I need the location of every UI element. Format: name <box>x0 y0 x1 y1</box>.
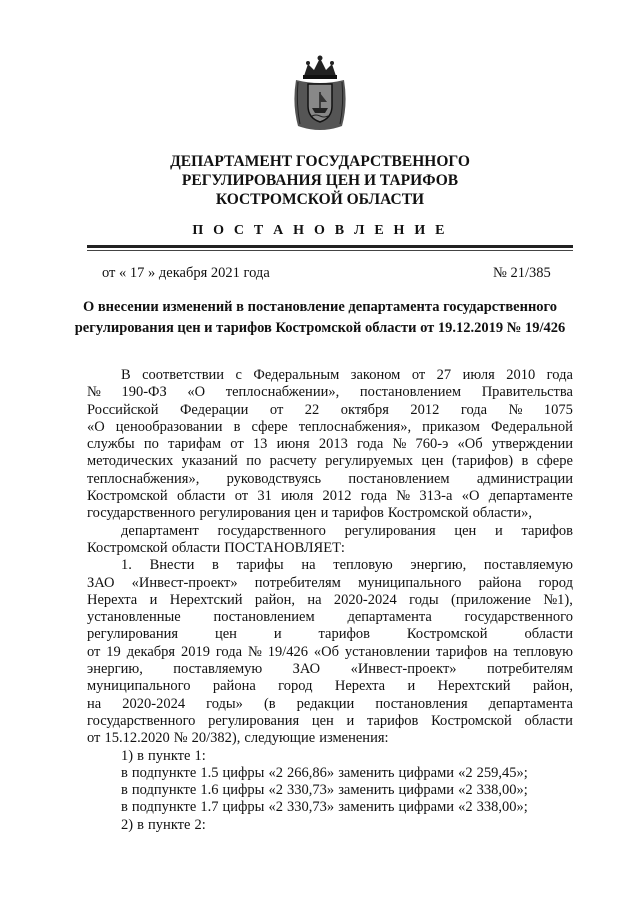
body-line <box>87 626 573 643</box>
body-word: приказом <box>422 418 480 435</box>
body-word: цифрами <box>398 782 455 799</box>
body-word: № <box>87 384 101 401</box>
body-word: в <box>121 799 128 816</box>
body-word: ЗАО <box>87 574 115 591</box>
body-word: № <box>396 488 411 505</box>
body-line <box>87 730 573 747</box>
body-word: 1075 <box>543 401 573 418</box>
body-word: года <box>360 488 388 505</box>
body-word: области», <box>472 505 532 522</box>
body-word: 2019 <box>180 643 210 660</box>
body-word: Нерехта <box>87 591 138 608</box>
body-word: установленные <box>87 609 181 626</box>
body-word: руководствуясь <box>226 470 322 487</box>
body-word: департамент <box>121 522 199 539</box>
body-word: тарифов <box>366 712 419 729</box>
body-word: 1: <box>194 747 206 764</box>
body-word: цен <box>214 626 237 643</box>
body-line <box>87 453 573 470</box>
body-word: цен <box>454 522 477 539</box>
body-line <box>87 436 573 453</box>
body-word: 338,00»; <box>476 799 528 816</box>
body-word: 13 <box>252 436 268 453</box>
body-word: тарифов <box>332 505 384 522</box>
body-word: цен <box>421 453 444 470</box>
body-word: государственного <box>464 609 573 626</box>
body-word: район, <box>254 591 295 608</box>
body-word: тарифам <box>168 436 222 453</box>
body-word: 2: <box>194 816 206 833</box>
body-word: июня <box>276 436 310 453</box>
body-word: регулирования <box>199 505 291 522</box>
body-line <box>87 696 573 713</box>
document-type-title: П О С Т А Н О В Л Е Н И Е <box>192 223 448 238</box>
body-word: «Об <box>313 643 339 660</box>
body-word: Костромской <box>387 505 469 522</box>
body-line <box>87 765 573 782</box>
body-line <box>87 678 573 695</box>
body-word: государственного <box>87 712 196 729</box>
body-word: установлении <box>344 643 431 660</box>
body-word: «О <box>87 418 105 435</box>
body-word: Федерации <box>179 401 249 418</box>
body-line <box>87 367 573 384</box>
body-word: муниципального <box>357 574 462 591</box>
body-word: 2010 <box>506 367 536 383</box>
body-word: теплоснабжения», <box>298 418 412 435</box>
body-word: постановлением <box>359 384 462 401</box>
coat-of-arms-icon <box>288 54 352 134</box>
body-word: «2 <box>458 799 473 816</box>
body-line <box>87 713 573 730</box>
body-word: ЗАО <box>292 661 321 678</box>
body-word: государственного <box>217 522 326 539</box>
body-word: области <box>171 539 221 556</box>
body-word: по <box>246 453 262 470</box>
body-word: государственного <box>87 505 196 522</box>
body-word: постановления <box>375 695 468 712</box>
body-line <box>87 505 573 522</box>
body-word: 190-ФЗ <box>121 384 167 401</box>
body-word: цифры <box>222 799 265 816</box>
body-word: 1.7 <box>200 799 219 816</box>
document-body <box>87 367 573 834</box>
body-line <box>87 523 573 540</box>
department-line: ДЕПАРТАМЕНТ ГОСУДАРСТВЕННОГО <box>170 153 470 170</box>
body-line <box>87 471 573 488</box>
body-word: 2012 <box>410 401 440 418</box>
body-word: теплоснабжения», <box>87 470 200 487</box>
body-line <box>87 540 573 557</box>
body-word: «Об <box>457 436 483 453</box>
body-word: на <box>307 591 322 608</box>
body-word: на <box>301 557 316 574</box>
body-word: 1. <box>121 557 132 574</box>
body-word: тарифов <box>436 643 488 660</box>
subject-line: регулирования цен и тарифов Костромской области от 19.12.2019 № 19/426 <box>74 320 566 336</box>
body-word: тарифов <box>521 522 573 539</box>
body-word: с <box>235 367 242 383</box>
body-word: Костромской <box>87 539 168 556</box>
body-word: методических <box>87 453 174 470</box>
body-word: Костромской <box>406 626 488 643</box>
body-word: (в <box>263 695 276 712</box>
body-word: (тарифов) <box>451 453 514 470</box>
body-word: (приложение <box>451 591 531 608</box>
department-line: КОСТРОМСКОЙ ОБЛАСТИ <box>215 191 425 208</box>
body-word: регулируемых <box>325 453 414 470</box>
document-subject <box>0 297 640 339</box>
body-word: декабря <box>126 643 176 660</box>
body-word: и <box>495 522 503 539</box>
body-word: подпункте <box>131 782 197 799</box>
body-word: поставляемую <box>173 661 263 678</box>
body-word: в <box>121 782 128 799</box>
body-word: Федеральной <box>491 418 573 435</box>
body-word: цифрами <box>398 799 455 816</box>
body-word: года <box>460 401 488 418</box>
body-word: утверждении <box>491 436 573 453</box>
body-word: в <box>137 747 144 764</box>
body-word: от <box>234 488 249 505</box>
body-line <box>87 402 573 419</box>
body-word: № <box>173 730 188 747</box>
body-word: 338,00»; <box>476 782 528 799</box>
body-word: от <box>87 643 101 660</box>
body-word: «2 <box>458 764 473 781</box>
body-word: в <box>521 453 529 470</box>
body-word: и <box>346 712 355 729</box>
body-word: постановлением <box>213 609 315 626</box>
body-word: законом <box>350 367 401 383</box>
body-word: 20/382), <box>191 730 241 747</box>
body-word: года <box>215 643 243 660</box>
body-word: Нерехта <box>334 678 386 695</box>
body-word: от <box>269 401 284 418</box>
body-word: «2 <box>268 799 283 816</box>
body-word: июля <box>462 367 495 383</box>
body-word: 1) <box>121 747 134 764</box>
body-word: соответствии <box>142 367 225 383</box>
body-word: 2020-2024 <box>333 591 397 608</box>
body-word: Нерехтский <box>437 678 511 695</box>
body-word: сфере <box>536 453 573 470</box>
body-line <box>87 592 573 609</box>
body-word: пункте <box>148 747 191 764</box>
body-word: потребителям <box>486 661 573 678</box>
body-word: «2 <box>268 782 283 799</box>
body-word: цифрами <box>398 764 455 781</box>
body-word: 15.12.2020 <box>104 730 170 747</box>
body-word: пункте <box>148 816 191 833</box>
body-word: по <box>143 436 159 453</box>
body-word: годы» <box>206 695 243 712</box>
body-word: годы <box>409 591 439 608</box>
body-word: № <box>247 643 262 660</box>
body-word: подпункте <box>131 764 197 781</box>
body-word: района <box>212 678 256 695</box>
body-word: муниципального <box>87 678 191 695</box>
body-word: в <box>233 418 241 435</box>
body-word: ПОСТАНОВЛЯЕТ: <box>224 539 345 556</box>
body-word: области <box>524 626 573 643</box>
body-word: и <box>149 591 158 608</box>
body-word: 760-э <box>415 436 449 453</box>
body-word: области <box>176 488 226 505</box>
body-word: цифры <box>222 782 265 799</box>
body-word: года <box>357 436 384 453</box>
document-number: № 21/385 <box>493 265 551 281</box>
body-word: и <box>407 678 416 695</box>
body-word: цифры <box>222 764 265 781</box>
body-word: 313-а <box>419 488 453 505</box>
body-word: «Инвест-проект» <box>131 574 238 591</box>
body-word: администрации <box>476 470 573 487</box>
body-word: на <box>493 643 508 660</box>
body-word: Российской <box>87 401 159 418</box>
subject-line: О внесении изменений в постановление департамента государственного <box>82 299 558 315</box>
body-word: 2012 <box>322 488 352 505</box>
body-word: 330,73» <box>287 782 335 799</box>
body-word: 2020-2024 <box>122 695 186 712</box>
body-word: подпункте <box>131 799 197 816</box>
body-word: редакции <box>296 695 355 712</box>
body-word: «О <box>187 384 206 401</box>
body-word: расчету <box>269 453 317 470</box>
body-word: тарифы <box>236 557 284 574</box>
body-word: город <box>278 678 313 695</box>
body-word: 1.6 <box>200 782 219 799</box>
body-word: 19/426 <box>267 643 308 660</box>
body-word: в <box>121 764 128 781</box>
body-word: района <box>478 574 522 591</box>
body-word: указаний <box>181 453 238 470</box>
body-word: 2013 <box>318 436 348 453</box>
body-word: Федеральным <box>253 367 340 383</box>
body-word: 19 <box>106 643 121 660</box>
body-word: департамента <box>488 695 573 712</box>
body-word: от <box>87 730 101 747</box>
document-date: от « 17 » декабря 2021 года <box>102 265 270 281</box>
body-word: 1.5 <box>200 764 219 781</box>
body-word: в <box>137 816 144 833</box>
body-line <box>87 782 573 799</box>
body-line <box>87 748 573 765</box>
body-word: Нерехтский <box>169 591 243 608</box>
body-word: службы <box>87 436 135 453</box>
body-word: потребителям <box>254 574 341 591</box>
body-word: «О <box>461 488 480 505</box>
body-word: на <box>87 695 102 712</box>
body-line <box>87 557 573 574</box>
body-word: 259,45»; <box>476 764 528 781</box>
body-word: и <box>273 626 282 643</box>
body-word: Внести <box>149 557 195 574</box>
body-word: ценообразовании <box>115 418 223 435</box>
body-word: сфере <box>251 418 288 435</box>
body-word: 27 <box>436 367 452 383</box>
body-word: регулирования <box>208 712 300 729</box>
body-word: регулирования <box>344 522 436 539</box>
body-word: 22 <box>304 401 320 418</box>
body-word: В <box>121 367 131 383</box>
body-line <box>87 817 573 834</box>
body-word: области <box>524 712 573 729</box>
body-line <box>87 419 573 436</box>
body-word: департамента <box>347 609 432 626</box>
body-word: город <box>538 574 573 591</box>
body-word: регулирования <box>87 626 179 643</box>
body-word: и <box>320 505 329 522</box>
body-word: департаменте <box>488 488 573 505</box>
body-word: 2) <box>121 816 134 833</box>
body-word: № <box>392 436 407 453</box>
body-line <box>87 799 573 816</box>
body-word: №1), <box>543 591 573 608</box>
body-word: от <box>411 367 426 383</box>
body-word: заменить <box>338 782 395 799</box>
body-word: «2 <box>458 782 473 799</box>
department-name <box>0 152 640 209</box>
body-word: года <box>546 367 573 383</box>
body-word: теплоснабжении», <box>225 384 340 401</box>
body-line <box>87 575 573 592</box>
body-word: изменения: <box>319 730 389 747</box>
body-line <box>87 661 573 678</box>
body-word: Костромской <box>431 712 512 729</box>
body-word: Костромской <box>87 488 168 505</box>
body-word: энергию, <box>410 557 467 574</box>
body-word: от <box>230 436 244 453</box>
body-word: 266,86» <box>287 764 335 781</box>
body-word: цен <box>294 505 317 522</box>
body-word: «Инвест-проект» <box>350 661 457 678</box>
body-word: тарифов <box>318 626 370 643</box>
body-line <box>87 609 573 626</box>
body-line <box>87 384 573 401</box>
body-word: 31 <box>257 488 272 505</box>
body-word: постановлением <box>348 470 450 487</box>
body-word: № <box>508 401 523 418</box>
title-rule-thin <box>87 250 573 251</box>
body-word: Правительства <box>481 384 573 401</box>
body-word: тепловую <box>333 557 393 574</box>
body-line <box>87 488 573 505</box>
body-word: цен <box>311 712 334 729</box>
body-line <box>87 644 573 661</box>
body-word: в <box>212 557 219 574</box>
title-rule-thick <box>87 245 573 248</box>
body-word: поставляемую <box>483 557 573 574</box>
body-word: энергию, <box>87 661 143 678</box>
body-word: «2 <box>268 764 283 781</box>
body-word: район, <box>532 678 573 695</box>
body-word: заменить <box>338 799 395 816</box>
body-word: заменить <box>338 764 395 781</box>
body-word: тепловую <box>513 643 573 660</box>
department-line: РЕГУЛИРОВАНИЯ ЦЕН И ТАРИФОВ <box>181 172 459 189</box>
body-word: октября <box>340 401 389 418</box>
body-word: следующие <box>244 730 316 747</box>
body-word: 330,73» <box>287 799 335 816</box>
body-word: июля <box>281 488 314 505</box>
